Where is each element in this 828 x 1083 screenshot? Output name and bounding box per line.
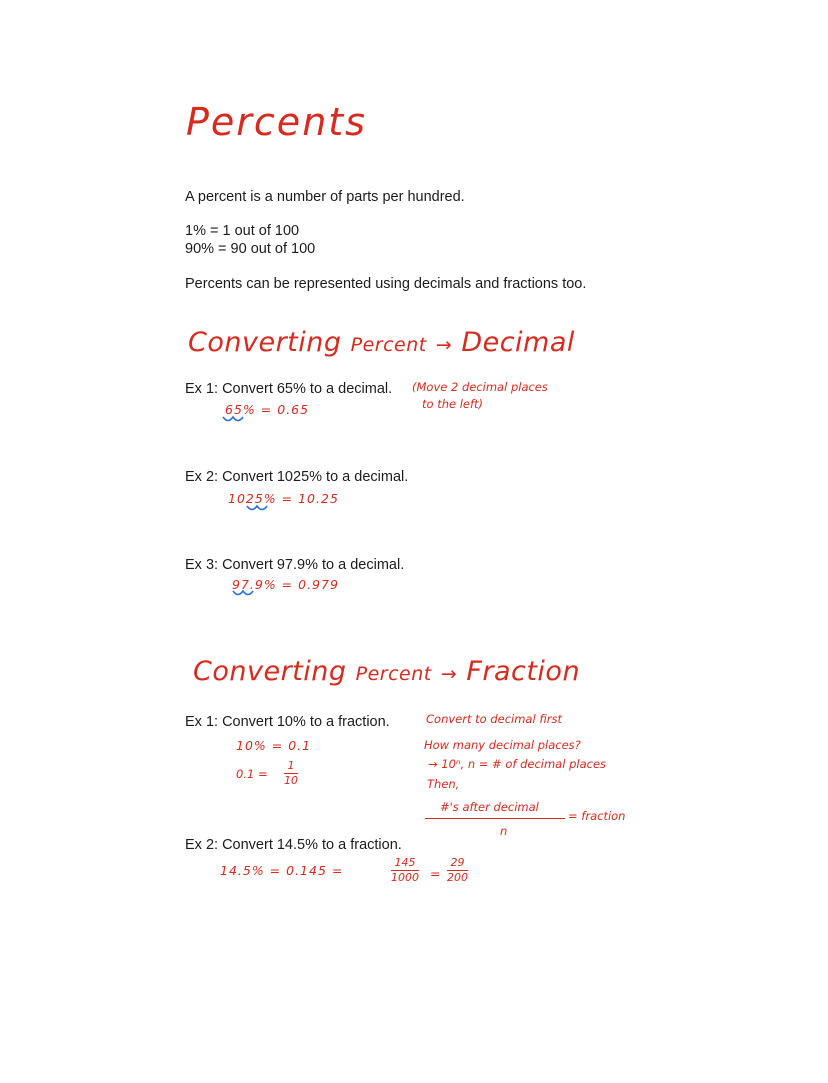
fraction-denominator: 1000 [391, 871, 419, 884]
fraction-29-over-200 [447, 857, 468, 884]
decimal-ex2-work: 1025% = 10.25 [228, 491, 339, 506]
intro-definition: A percent is a number of parts per hundred. [185, 189, 465, 205]
page-title: Percents [186, 100, 367, 144]
decimal-ex3-prompt: Ex 3: Convert 97.9% to a decimal. [185, 557, 405, 573]
decimal-ex1-work: 65% = 0.65 [225, 402, 310, 417]
fraction-ex2-work: 14.5% = 0.145 = [220, 863, 344, 878]
intro-example-1: 1% = 1 out of 100 [185, 223, 300, 239]
decimal-ex1-prompt: Ex 1: Convert 65% to a decimal. [185, 381, 393, 397]
fraction-tip-line3: → 10ⁿ, n = # of decimal places [428, 757, 607, 771]
fraction-tip-numerator: #'s after decimal [440, 800, 539, 814]
decimal-ex1-note-line2: to the left) [422, 397, 484, 411]
decimal-shift-arrows-icon [246, 505, 276, 513]
arrow-right-icon: → [440, 663, 458, 685]
heading-word-decimal: Decimal [461, 327, 575, 358]
heading-word-percent: Percent [350, 334, 427, 356]
fraction-ex2-equals: = [430, 866, 442, 881]
decimal-shift-arrows-icon [222, 416, 252, 424]
fraction-ex1-work-line1: 10% = 0.1 [236, 738, 312, 753]
fraction-ex1-work-line2: 0.1 = [236, 767, 268, 781]
heading-word-converting: Converting [188, 327, 342, 358]
fraction-145-over-1000 [391, 857, 419, 884]
fraction-ex2-prompt: Ex 2: Convert 14.5% to a fraction. [185, 837, 402, 853]
fraction-tip-line1: Convert to decimal first [426, 712, 562, 726]
heading-word-fraction: Fraction [466, 656, 581, 687]
decimal-ex2-prompt: Ex 2: Convert 1025% to a decimal. [185, 469, 409, 485]
decimal-shift-arrows-icon [232, 590, 262, 598]
fraction-tip-line2: How many decimal places? [424, 738, 581, 752]
section-heading-decimal [188, 327, 575, 358]
fraction-numerator: 1 [287, 759, 295, 772]
decimal-ex3-work: 97.9% = 0.979 [232, 577, 339, 592]
section-heading-fraction [193, 656, 580, 687]
arrow-right-icon: → [435, 334, 453, 356]
intro-note: Percents can be represented using decimals and fractions too. [185, 276, 587, 292]
fraction-tip-rhs: = fraction [568, 809, 626, 823]
fraction-ex1-prompt: Ex 1: Convert 10% to a fraction. [185, 714, 390, 730]
fraction-numerator: 145 [394, 856, 416, 869]
fraction-numerator: 29 [450, 856, 465, 869]
intro-example-2: 90% = 90 out of 100 [185, 241, 316, 257]
fraction-tip-line4: Then, [427, 777, 460, 791]
fraction-tip-bar [425, 818, 565, 819]
fraction-one-tenth [284, 760, 298, 787]
heading-word-converting: Converting [193, 656, 347, 687]
fraction-denominator: 200 [447, 871, 468, 884]
fraction-denominator: 10 [284, 774, 298, 787]
fraction-tip-denominator: n [500, 824, 508, 838]
heading-word-percent: Percent [355, 663, 432, 685]
decimal-ex1-note-line1: (Move 2 decimal places [412, 380, 548, 394]
